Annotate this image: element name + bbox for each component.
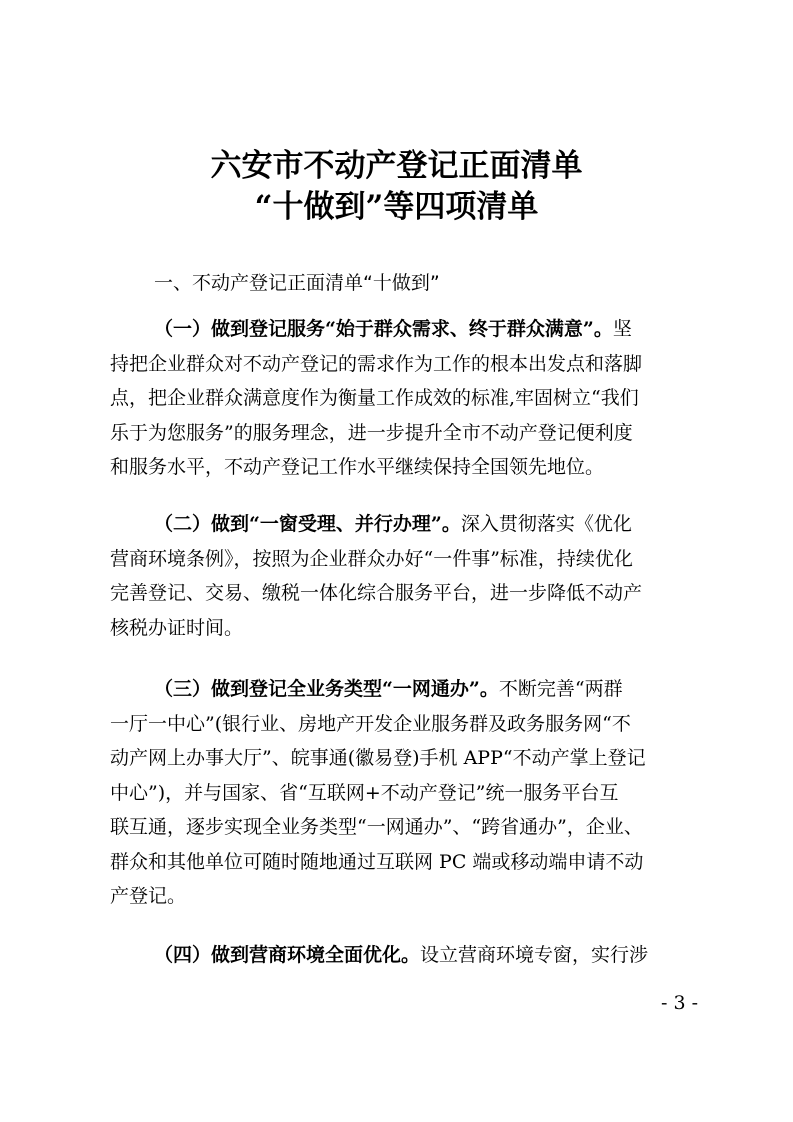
paragraph-3 <box>110 672 700 914</box>
paragraph-4-body: 设立营商环境专窗，实行涉 <box>420 944 649 966</box>
paragraph-3-lead: （三）做到登记全业务类型“一网通办”。 <box>154 678 499 700</box>
paragraph-2-lead: （二）做到“一窗受理、并行办理”。 <box>154 513 461 535</box>
paragraph-4-lead: （四）做到营商环境全面优化。 <box>154 944 421 966</box>
paragraph-3-body: 不断完善“两群 一厅一中心”(银行业、房地产开发企业服务群及政务服务网“不 动产网上办事大厅”、皖事通(徽易登)手机 APP“不动产掌上登记 中心”)，并与国家、省“互联网+不动产登记”统一服务平台互 联互通，逐步实现全业务类型“一网通办”、“跨省通办”，企业、 群众和其他单位可随时随地通过互联网 PC 端或移动端申请不动 产登记。 <box>110 678 646 907</box>
document-title-line-2: “十做到”等四项清单 <box>254 189 539 225</box>
document-title-line-1: 六安市不动产登记正面清单 <box>210 148 583 184</box>
paragraph-1-lead: （一）做到登记服务“始于群众需求、终于群众满意”。 <box>154 318 613 340</box>
section-heading: 一、不动产登记正面清单“十做到” <box>154 272 440 294</box>
paragraph-2 <box>110 507 700 645</box>
page-number: - 3 - <box>660 992 698 1014</box>
paragraph-1 <box>110 312 700 485</box>
paragraph-2-body: 深入贯彻落实《优化 营商环境条例》，按照为企业群众办好“一件事”标准，持续优化 完善登记、交易、缴税一体化综合服务平台，进一步降低不动产 核税办证时间。 <box>110 513 643 639</box>
paragraph-4 <box>110 938 700 973</box>
paragraph-1-body: 坚 持把企业群众对不动产登记的需求作为工作的根本出发点和落脚 点，把企业群众满意度作为衡量工作成效的标准,牢固树立“我们 乐于为您服务”的服务理念，进一步提升全市不动产登记便利度 和服务水平，不动产登记工作水平继续保持全国领先地位。 <box>110 318 643 478</box>
